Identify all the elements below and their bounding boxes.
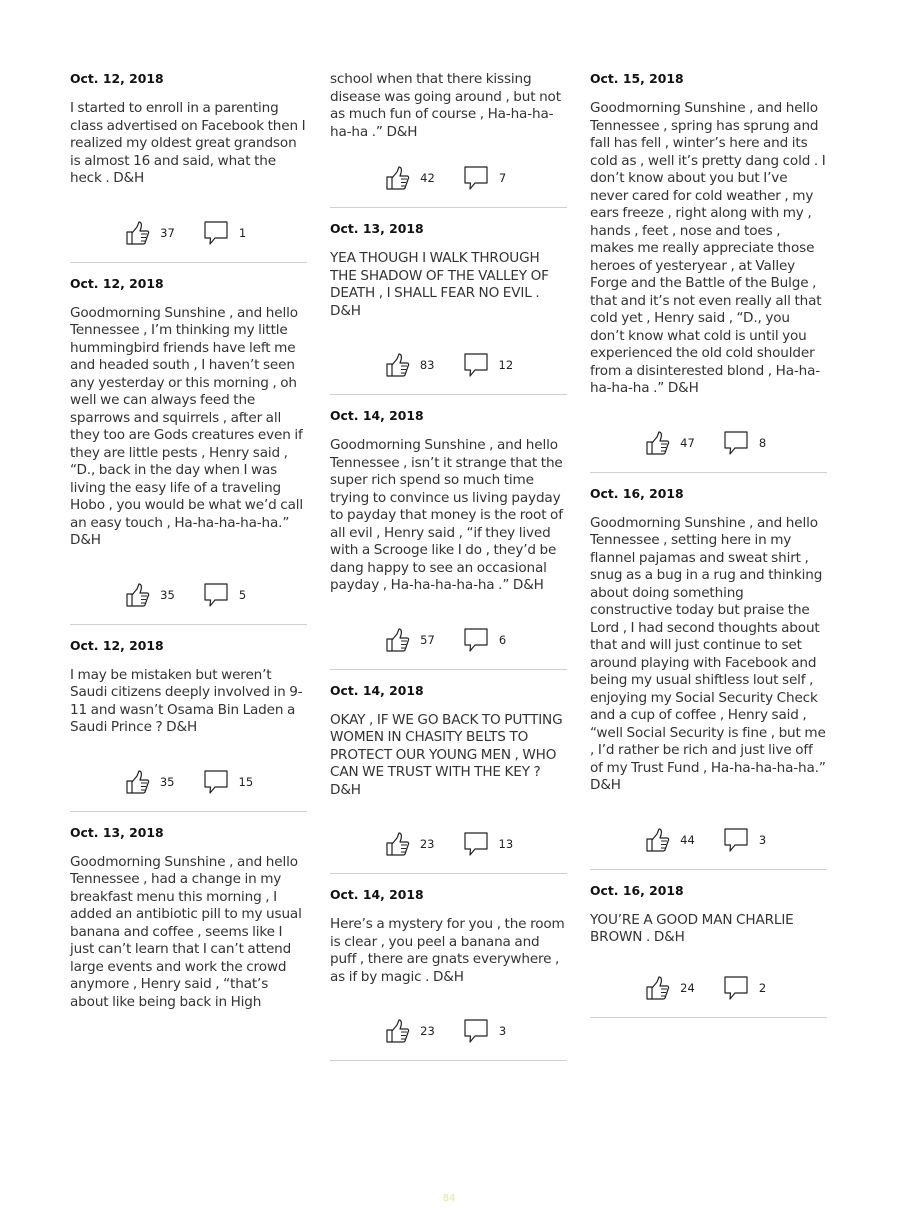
post-reactions bbox=[330, 829, 567, 859]
thumbs-up-icon[interactable] bbox=[384, 627, 410, 653]
post-text: I started to enroll in a parenting class advertised on Facebook then I realized my oldest great grandson is almost 16 and said, what the heck . D&H bbox=[70, 100, 306, 186]
like-count: 57 bbox=[420, 632, 435, 647]
page-number: 84 bbox=[442, 1193, 456, 1204]
post bbox=[590, 71, 827, 473]
speech-bubble-icon[interactable] bbox=[203, 582, 229, 608]
divider bbox=[330, 207, 567, 208]
divider bbox=[590, 869, 827, 870]
post bbox=[70, 825, 307, 1012]
thumbs-up-icon[interactable] bbox=[644, 827, 670, 853]
post-date: Oct. 12, 2018 bbox=[70, 275, 164, 291]
post-text: Goodmorning Sunshine , and hello Tennessee , spring has sprung and fall has fell , winter’s here and its cold as , well it’s pretty dang cold . I don’t know about you but I’ve never cared for cold weather , my ears freeze , right along with my , hands , feet , nose and toes , makes me really appreciate those heroes of yesteryear , at Valley Forge and the Battle of the Bulge , that and it’s not even really all that cold yet , Henry said , “D., you don’t know what cold is until you experienced the old cold shoulder from a disinterested blond , Ha-ha-ha-ha-ha .” D&H bbox=[590, 100, 826, 396]
post-text: Goodmorning Sunshine , and hello Tennessee , isn’t it strange that the super rich spend so much time trying to convince us living payday to payday that money is the root of all evil , Henry said , “if they lived with a Scrooge like I do , they’d be dang happy to see an occasional payday , Ha-ha-ha-ha-ha .” D&H bbox=[330, 437, 563, 593]
like-reaction[interactable] bbox=[384, 1018, 435, 1044]
comment-count: 3 bbox=[498, 1024, 507, 1038]
divider bbox=[590, 472, 827, 473]
post bbox=[70, 276, 307, 625]
like-count: 35 bbox=[159, 774, 175, 789]
speech-bubble-icon[interactable] bbox=[723, 975, 749, 1001]
comment-reaction[interactable] bbox=[203, 769, 254, 795]
comment-reaction[interactable] bbox=[203, 220, 253, 246]
post-text: Here’s a mystery for you , the room is clear , you peel a banana and puff , there are gnats everywhere , as if by magic . D&H bbox=[330, 916, 565, 985]
post-reactions bbox=[70, 767, 307, 797]
like-count: 35 bbox=[160, 587, 175, 602]
post bbox=[590, 883, 827, 1018]
post-reactions bbox=[330, 625, 567, 655]
post-text: YEA THOUGH I WALK THROUGH THE SHADOW OF THE VALLEY OF DEATH , I SHALL FEAR NO EVIL . D&H bbox=[330, 250, 549, 319]
comment-count: 2 bbox=[758, 980, 767, 995]
like-reaction[interactable] bbox=[124, 769, 175, 795]
comment-count: 6 bbox=[498, 632, 507, 647]
divider bbox=[70, 262, 307, 263]
divider bbox=[330, 873, 567, 874]
comment-count: 5 bbox=[238, 587, 247, 602]
thumbs-up-icon[interactable] bbox=[384, 352, 410, 378]
post-reactions bbox=[330, 163, 567, 193]
post bbox=[330, 408, 567, 670]
post-reactions bbox=[590, 825, 827, 855]
comment-count: 12 bbox=[498, 358, 514, 372]
thumbs-up-icon[interactable] bbox=[124, 220, 150, 246]
divider bbox=[330, 669, 567, 670]
comment-count: 13 bbox=[498, 837, 514, 851]
speech-bubble-icon[interactable] bbox=[203, 769, 229, 795]
post-date: Oct. 16, 2018 bbox=[590, 485, 684, 501]
post-text: Goodmorning Sunshine , and hello Tennessee , I’m thinking my little hummingbird friends have left me and headed south , I haven’t seen any yesterday or this morning , oh well we can always feed the sparrows and squirrels , after all they too are Gods creatures even if they are little pests , Henry said , “D., back in the day when I was living the easy life of a traveling Hobo , you would be what we’d call an easy touch , Ha-ha-ha-ha-ha.” D&H bbox=[70, 304, 304, 548]
post-text: I may be mistaken but weren’t Saudi citizens deeply involved in 9-11 and wasn’t Osama Bin Laden a Saudi Prince ? D&H bbox=[70, 666, 303, 735]
like-count: 47 bbox=[680, 435, 695, 450]
comment-reaction[interactable] bbox=[723, 975, 773, 1001]
comment-count: 7 bbox=[498, 171, 507, 185]
like-count: 37 bbox=[160, 225, 175, 240]
like-count: 42 bbox=[420, 171, 435, 185]
thumbs-up-icon[interactable] bbox=[124, 769, 150, 795]
post-date: Oct. 12, 2018 bbox=[70, 637, 164, 653]
speech-bubble-icon[interactable] bbox=[463, 627, 489, 653]
divider bbox=[330, 394, 567, 395]
divider bbox=[70, 624, 307, 625]
post bbox=[70, 71, 307, 263]
post-text: Goodmorning Sunshine , and hello Tennessee , had a change in my breakfast menu this morning , I added an antibiotic pill to my usual banana and coffee , seems like I just can’t learn that I can’t attend large events and work the crowd anymore , Henry said , “that’s about like being back in High bbox=[70, 853, 302, 1010]
column-2 bbox=[330, 68, 567, 1074]
post-date: Oct. 13, 2018 bbox=[70, 824, 164, 840]
post-date: Oct. 14, 2018 bbox=[330, 408, 424, 423]
like-reaction[interactable] bbox=[644, 430, 695, 456]
post-date: Oct. 13, 2018 bbox=[330, 221, 424, 236]
post bbox=[330, 683, 567, 875]
speech-bubble-icon[interactable] bbox=[203, 220, 229, 246]
like-reaction[interactable] bbox=[384, 627, 435, 653]
like-count: 23 bbox=[419, 837, 435, 851]
comment-reaction[interactable] bbox=[203, 582, 253, 608]
post-reactions bbox=[590, 973, 827, 1003]
divider bbox=[70, 811, 307, 812]
post bbox=[330, 887, 567, 1061]
comment-reaction[interactable] bbox=[463, 165, 513, 191]
like-reaction[interactable] bbox=[384, 352, 435, 378]
like-count: 24 bbox=[680, 980, 695, 995]
thumbs-up-icon[interactable] bbox=[644, 430, 670, 456]
like-reaction[interactable] bbox=[644, 975, 695, 1001]
post-text: OKAY , IF WE GO BACK TO PUTTING WOMEN IN CHASITY BELTS TO PROTECT OUR YOUNG MEN , WHO CAN WE TRUST WITH THE KEY ? D&H bbox=[330, 711, 563, 798]
comment-reaction[interactable] bbox=[463, 1018, 513, 1044]
like-reaction[interactable] bbox=[124, 582, 175, 608]
divider bbox=[590, 1017, 827, 1018]
speech-bubble-icon[interactable] bbox=[723, 430, 749, 456]
comment-reaction[interactable] bbox=[463, 627, 513, 653]
post-reactions bbox=[330, 350, 567, 380]
like-reaction[interactable] bbox=[384, 831, 435, 857]
post-reactions bbox=[70, 218, 307, 248]
post bbox=[590, 486, 827, 870]
comment-reaction[interactable] bbox=[723, 827, 773, 853]
comment-count: 15 bbox=[238, 774, 254, 789]
like-reaction[interactable] bbox=[644, 827, 695, 853]
divider bbox=[330, 1060, 567, 1061]
column-3 bbox=[590, 68, 827, 1031]
thumbs-up-icon[interactable] bbox=[384, 831, 410, 857]
like-reaction[interactable] bbox=[124, 220, 175, 246]
thumbs-up-icon[interactable] bbox=[384, 165, 410, 191]
like-reaction[interactable] bbox=[384, 165, 435, 191]
column-1 bbox=[70, 68, 307, 1011]
post-date: Oct. 16, 2018 bbox=[590, 882, 684, 898]
comment-reaction[interactable] bbox=[463, 352, 514, 378]
post bbox=[330, 221, 567, 395]
post-date: Oct. 14, 2018 bbox=[330, 682, 424, 698]
like-count: 23 bbox=[420, 1024, 435, 1038]
post-date: Oct. 14, 2018 bbox=[330, 887, 424, 902]
post-text: YOU’RE A GOOD MAN CHARLIE BROWN . D&H bbox=[590, 911, 794, 945]
thumbs-up-icon[interactable] bbox=[124, 582, 150, 608]
comment-count: 3 bbox=[758, 832, 767, 847]
speech-bubble-icon[interactable] bbox=[463, 1018, 489, 1044]
post-reactions bbox=[330, 1016, 567, 1046]
speech-bubble-icon[interactable] bbox=[723, 827, 749, 853]
comment-count: 8 bbox=[758, 435, 767, 450]
speech-bubble-icon[interactable] bbox=[463, 165, 489, 191]
post-reactions bbox=[70, 580, 307, 610]
comment-count: 1 bbox=[238, 225, 247, 240]
post-date: Oct. 15, 2018 bbox=[590, 71, 684, 86]
like-count: 44 bbox=[680, 832, 695, 847]
like-count: 83 bbox=[419, 358, 435, 372]
post-continued bbox=[330, 71, 567, 208]
comment-reaction[interactable] bbox=[463, 831, 514, 857]
thumbs-up-icon[interactable] bbox=[384, 1018, 410, 1044]
speech-bubble-icon[interactable] bbox=[463, 831, 489, 857]
thumbs-up-icon[interactable] bbox=[644, 975, 670, 1001]
comment-reaction[interactable] bbox=[723, 430, 773, 456]
post-reactions bbox=[590, 428, 827, 458]
post-date: Oct. 12, 2018 bbox=[70, 71, 164, 86]
speech-bubble-icon[interactable] bbox=[463, 352, 489, 378]
post-text: Goodmorning Sunshine , and hello Tennessee , setting here in my flannel pajamas and sweat shirt , snug as a bug in a rug and thinking about doing something constructive today but praise the Lord , I had second thoughts about that and will just continue to set around playing with Facebook and being my usual shiftless lout self , enjoying my Social Security Check and a cup of coffee , Henry said , “well Social Security is fine , but me , I’d rather be rich and just live off of my Trust Fund , Ha-ha-ha-ha-ha.” D&H bbox=[590, 514, 826, 793]
post bbox=[70, 638, 307, 812]
post-text: school when that there kissing disease was going around , but not as much fun of course , Ha-ha-ha-ha-ha .” D&H bbox=[330, 71, 561, 140]
